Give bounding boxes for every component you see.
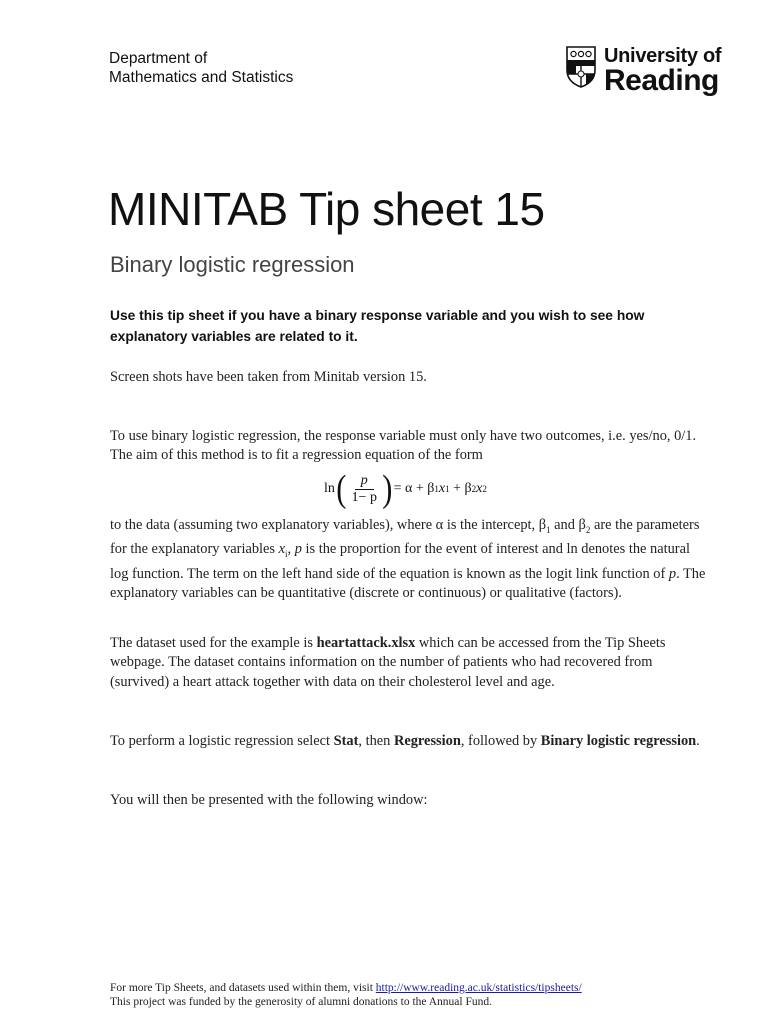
footer-funding: This project was funded by the generosity of alumni donations to the Annual Fund. bbox=[110, 996, 492, 1008]
eq-denominator: 1− p bbox=[351, 489, 377, 505]
eq-sub2: 2 bbox=[471, 484, 477, 494]
eq-x2: x bbox=[476, 481, 483, 496]
menu-binary-logistic: Binary logistic regression bbox=[540, 733, 697, 749]
text: . bbox=[696, 733, 700, 749]
sub: 2 bbox=[585, 524, 591, 535]
footer-text: For more Tip Sheets, and datasets used within them, visit bbox=[110, 982, 376, 994]
eq-left-paren: ( bbox=[336, 468, 347, 510]
eq-fraction bbox=[350, 473, 379, 506]
sub: i bbox=[285, 549, 288, 560]
paragraph-dataset bbox=[110, 634, 710, 692]
paragraph-menu-path bbox=[110, 732, 710, 751]
logit-equation bbox=[324, 470, 487, 508]
text: to the data (assuming two explanatory variables), where α is the intercept, β bbox=[110, 517, 547, 533]
text: , bbox=[287, 541, 295, 558]
var: p bbox=[294, 541, 302, 558]
department-line2: Mathematics and Statistics bbox=[109, 69, 294, 86]
text: , then bbox=[358, 733, 394, 749]
logo-line1: University of bbox=[604, 45, 722, 67]
eq-rhs-alpha: = α + β bbox=[393, 481, 435, 496]
page-title: MINITAB Tip sheet 15 bbox=[108, 183, 545, 235]
dataset-filename: heartattack.xlsx bbox=[316, 635, 416, 651]
text: which can be accessed from the Tip Sheets webpage. The dataset contains information on the number of patients who had recovered from (survived) a heart attack together with data on their cholesterol level and age. bbox=[110, 635, 666, 690]
department-name bbox=[109, 49, 293, 87]
eq-x1: x bbox=[438, 481, 446, 496]
var: x bbox=[278, 541, 286, 558]
eq-sub1b: 1 bbox=[445, 484, 450, 494]
var: p bbox=[668, 565, 677, 582]
footer bbox=[110, 981, 582, 1009]
text: The dataset used for the example is bbox=[110, 635, 317, 651]
text: . The explanatory variables can be quantitative (discrete or continuous) or qualitative (factors). bbox=[110, 565, 706, 601]
university-shield-icon bbox=[566, 46, 596, 88]
paragraph-definitions bbox=[110, 516, 710, 603]
text: is the proportion for the event of interest and ln denotes the natural log function. The term on the left hand side of the equation is known as the logit link function of bbox=[110, 541, 690, 582]
eq-plus-beta: + β bbox=[449, 481, 472, 496]
eq-numerator: p bbox=[355, 473, 374, 490]
eq-sub1: 1 bbox=[434, 484, 439, 494]
screenshots-note: Screen shots have been taken from Minitab version 15. bbox=[110, 369, 427, 385]
page-subtitle: Binary logistic regression bbox=[110, 252, 355, 277]
logo-line2: Reading bbox=[604, 64, 719, 97]
eq-ln: ln bbox=[324, 481, 335, 496]
text: are the parameters for the explanatory variables bbox=[110, 517, 700, 558]
menu-stat: Stat bbox=[333, 733, 359, 749]
department-line1: Department of bbox=[109, 50, 208, 67]
tipsheets-link[interactable]: http://www.reading.ac.uk/statistics/tipsheets/ bbox=[375, 982, 582, 994]
university-logo bbox=[566, 46, 721, 96]
intro-text: Use this tip sheet if you have a binary response variable and you wish to see how explanatory variables are related to it. bbox=[110, 308, 645, 344]
paragraph-method: To use binary logistic regression, the response variable must only have two outcomes, i.e. yes/no, 0/1. The aim of this method is to fit a regression equation of the form bbox=[110, 428, 697, 464]
paragraph-window-note: You will then be presented with the following window: bbox=[110, 792, 428, 808]
eq-right-paren: ) bbox=[382, 468, 393, 510]
text: and β bbox=[550, 517, 586, 533]
text: , followed by bbox=[460, 733, 541, 749]
menu-regression: Regression bbox=[393, 733, 461, 749]
sub: 1 bbox=[546, 524, 551, 535]
eq-sub2b: 2 bbox=[482, 484, 487, 494]
text: To perform a logistic regression select bbox=[110, 733, 334, 749]
